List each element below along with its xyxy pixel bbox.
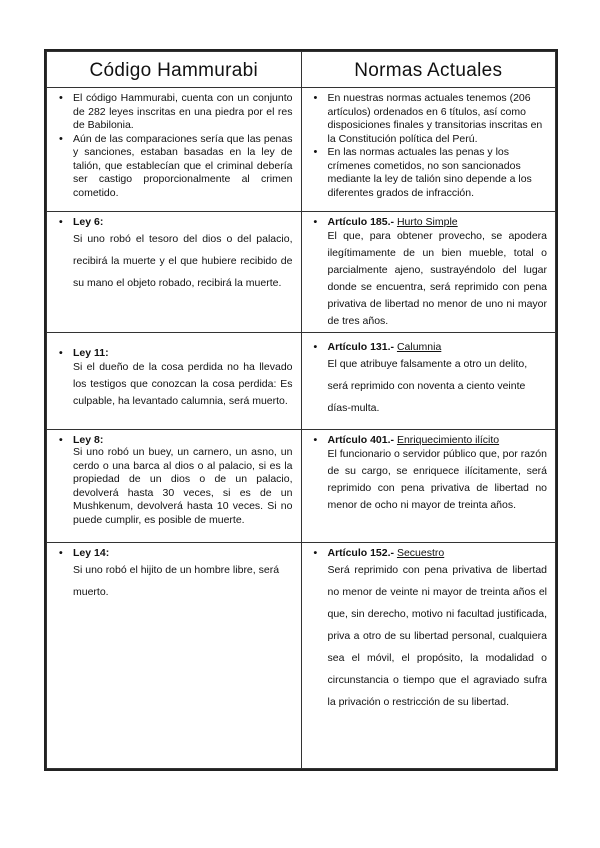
table-row (47, 212, 556, 333)
row5-left-cell (47, 543, 302, 769)
row3-right-cell (301, 333, 556, 430)
article-subtitle: Enriquecimiento ilícito (396, 434, 500, 446)
article-heading (310, 547, 548, 559)
article-title: Artículo 185.- (327, 216, 395, 228)
law-body: Si uno robó un buey, un carnero, un asno, un cerdo o una barca al dios o al palacio, si es la propiedad de un dios o de un palacio, devolverá hasta 30 veces, si es de un Mushkenum, devolverá hasta 10 veces. Si no puede cumplir, es posible de muerte. (73, 446, 293, 526)
article-heading (310, 434, 548, 446)
article-title: Artículo 401.- (327, 434, 395, 446)
article-body: El funcionario o servidor público que, por razón de su cargo, se enriquece ilícitamente, será reprimido con pena privativa de libertad no menor de ocho ni mayor de treinta años. (327, 448, 547, 511)
table-row (47, 88, 556, 212)
table-row (47, 543, 556, 769)
law-title: • Ley 14: (55, 547, 293, 559)
table-row (47, 430, 556, 543)
law-body: Si el dueño de la cosa perdida no ha llevado los testigos que conozcan la cosa perdida: Es culpable, ha levantado calumnia, será muerto. (73, 361, 293, 407)
row3-left-cell (47, 333, 302, 430)
list-item: • En las normas actuales las penas y los crímenes cometidos, no son sancionados mediante la ley de talión sino depende a los diferentes grados de infracción. (328, 146, 548, 200)
law-title: • Ley 6: (55, 216, 293, 228)
law-title: • Ley 8: (55, 434, 293, 446)
list-item: • El código Hammurabi, cuenta con un conjunto de 282 leyes inscritas en una piedra por el res de Babilonia. (73, 92, 293, 133)
hammurabi-intro-list (55, 92, 293, 200)
article-heading (310, 216, 548, 228)
row5-right-cell (301, 543, 556, 769)
article-body: El que, para obtener provecho, se apodera ilegítimamente de un bien mueble, total o parcialmente ajeno, sustrayéndolo del lugar donde se encuentra, será reprimido con pena privativa de libertad no menor de uno ni mayor de tres años. (327, 230, 547, 327)
law-title: • Ley 11: (55, 347, 293, 359)
row1-right-cell (301, 88, 556, 212)
article-subtitle: Hurto Simple (396, 216, 458, 228)
table-row (47, 333, 556, 430)
law-body: Si uno robó el hijito de un hombre libre, será muerto. (73, 564, 280, 598)
article-body: El que atribuye falsamente a otro un delito, será reprimido con noventa a ciento veinte días-multa. (327, 358, 528, 414)
article-body: Será reprimido con pena privativa de libertad no menor de veinte ni mayor de treinta años el que, sin derecho, motivo ni facultad justificada, priva a otro de su libertad personal, cualquiera sea el móvil, el propósito, la modalidad o circunstancia o tiempo que el agraviado sufra la privación o restricción de su libertad. (327, 564, 547, 708)
header-right: Normas Actuales (301, 52, 556, 88)
row2-right-cell (301, 212, 556, 333)
row1-left-cell (47, 88, 302, 212)
row2-left-cell (47, 212, 302, 333)
list-item: • En nuestras normas actuales tenemos (206 artículos) ordenados en 6 títulos, así como disposiciones finales y transitorias inscritas en la Constitución política del Perú. (328, 92, 548, 146)
normas-intro-list (310, 92, 548, 200)
article-title: Artículo 131.- (327, 341, 395, 353)
list-item: • Aún de las comparaciones sería que las penas y sanciones, estaban basadas en la ley de talión, que establecían que el criminal debería ser castigo proporcionalmente al crimen cometido. (73, 133, 293, 201)
law-body: Si uno robó el tesoro del dios o del palacio, recibirá la muerte y el que hubiere recibido de su mano el objeto robado, recibirá la muerte. (73, 233, 293, 289)
comparison-table (46, 51, 556, 769)
article-heading (310, 341, 548, 353)
header-left: Código Hammurabi (47, 52, 302, 88)
comparison-table-frame (44, 49, 558, 771)
header-row (47, 52, 556, 88)
article-subtitle: Secuestro (396, 547, 445, 559)
article-title: Artículo 152.- (327, 547, 395, 559)
article-subtitle: Calumnia (396, 341, 442, 353)
row4-left-cell (47, 430, 302, 543)
row4-right-cell (301, 430, 556, 543)
